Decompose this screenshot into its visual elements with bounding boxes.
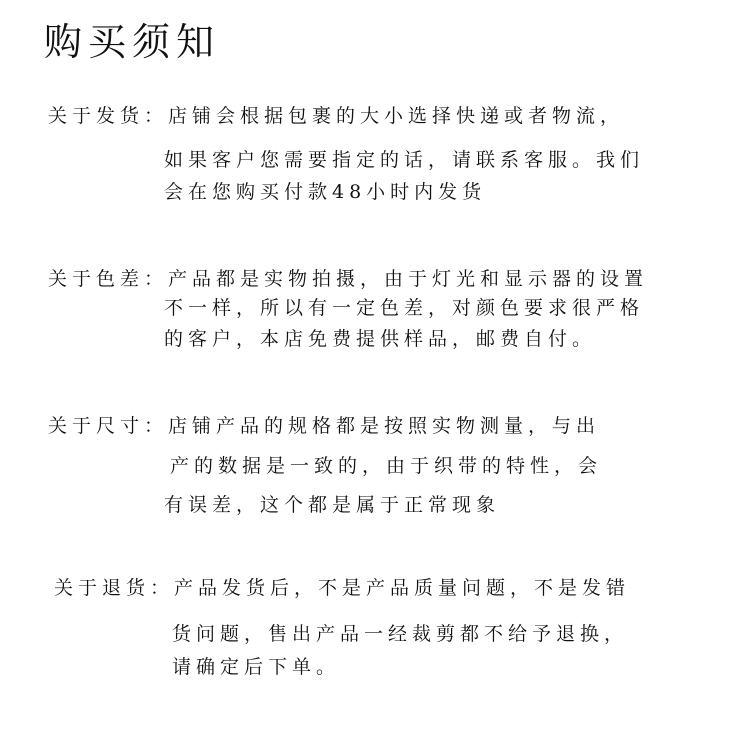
- section-label-color: 关于色差：: [48, 268, 169, 290]
- section-text-line: 店铺会根据包裹的大小选择快递或者物流，: [168, 105, 625, 127]
- section-text-line: 的客户，本店免费提供样品，邮费自付。: [164, 328, 597, 350]
- page-title: 购买须知: [44, 20, 221, 64]
- section-text-line: 货问题，售出产品一经裁剪都不给予退换，: [172, 623, 629, 645]
- section-label-shipping: 关于发货：: [48, 105, 169, 127]
- section-text-line: 产的数据是一致的，由于织带的特性，会: [170, 455, 603, 477]
- section-text-line: 店铺产品的规格都是按照实物测量，与出: [168, 415, 601, 437]
- section-size-first-line: [48, 412, 600, 440]
- section-text-line: 如果客户您需要指定的话，请联系客服。我们: [164, 149, 645, 171]
- section-label-size: 关于尺寸：: [48, 415, 169, 437]
- section-text-line: 会在您购买付款48小时内发货: [164, 181, 487, 203]
- section-returns-first-line: [54, 574, 630, 602]
- section-color-first-line: [48, 265, 648, 293]
- section-label-returns: 关于退货：: [54, 577, 175, 599]
- section-text-line: 有误差，这个都是属于正常现象: [164, 494, 501, 516]
- section-text-line: 不一样，所以有一定色差，对颜色要求很严格: [164, 297, 645, 319]
- section-text-line: 请确定后下单。: [172, 656, 341, 678]
- section-shipping-first-line: [48, 102, 624, 130]
- section-text-line: 产品发货后，不是产品质量问题，不是发错: [174, 577, 631, 599]
- section-text-line: 产品都是实物拍摄，由于灯光和显示器的设置: [168, 268, 649, 290]
